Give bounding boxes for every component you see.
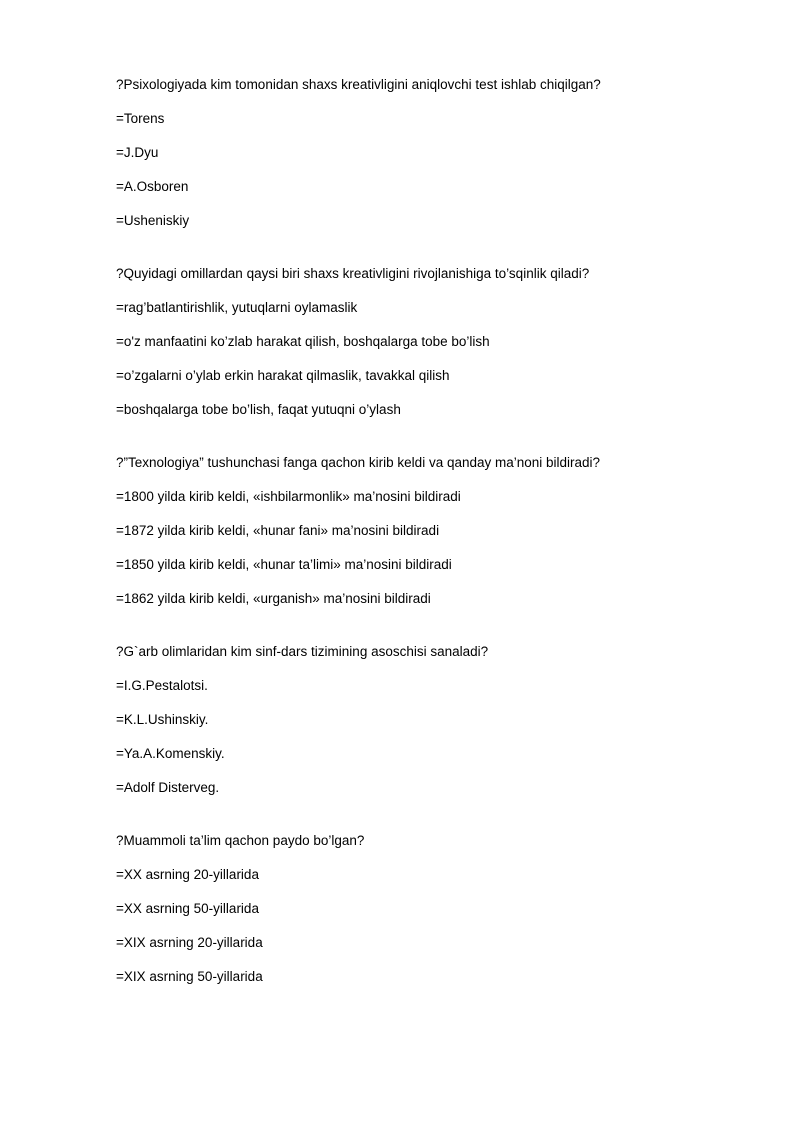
question-text: ?”Texnologiya” tushunchasi fanga qachon kirib keldi va qanday ma’noni bildiradi? [116,455,601,470]
question-text: ?G`arb olimlaridan kim sinf-dars tizimining asoschisi sanaladi? [116,644,489,659]
answer-option: =XIX asrning 20-yillarida [116,935,263,950]
question-block [116,454,736,608]
document-content [116,76,736,1021]
question-text: ?Muammoli ta’lim qachon paydo bo’lgan? [116,833,365,848]
answer-option: =boshqalarga tobe bo’lish, faqat yutuqni o’ylash [116,402,401,417]
answer-option: =o'z manfaatini ko’zlab harakat qilish, boshqalarga tobe bo’lish [116,334,490,349]
answer-option: =K.L.Ushinskiy. [116,712,209,727]
answer-option: =o’zgalarni o’ylab erkin harakat qilmaslik, tavakkal qilish [116,368,450,383]
answer-option: =Torens [116,111,165,126]
question-block [116,832,736,986]
answer-option: =1800 yilda kirib keldi, «ishbilarmonlik» ma’nosini bildiradi [116,489,461,504]
answer-option: =J.Dyu [116,145,159,160]
answer-option: =XIX asrning 50-yillarida [116,969,263,984]
question-block [116,643,736,797]
question-block [116,76,736,230]
question-text: ?Quyidagi omillardan qaysi biri shaxs kreativligini rivojlanishiga to’sqinlik qiladi? [116,266,590,281]
answer-option: =Usheniskiy [116,213,190,228]
answer-option: =Ya.A.Komenskiy. [116,746,225,761]
answer-option: =1862 yilda kirib keldi, «urganish» ma’nosini bildiradi [116,591,431,606]
answer-option: =A.Osboren [116,179,189,194]
answer-option: =1872 yilda kirib keldi, «hunar fani» ma’nosini bildiradi [116,523,440,538]
question-block [116,265,736,419]
question-text: ?Psixologiyada kim tomonidan shaxs kreativligini aniqlovchi test ishlab chiqilgan? [116,77,601,92]
answer-option: =XX asrning 50-yillarida [116,901,259,916]
answer-option: =Adolf Disterveg. [116,780,220,795]
answer-option: =1850 yilda kirib keldi, «hunar ta’limi» ma’nosini bildiradi [116,557,452,572]
answer-option: =I.G.Pestalotsi. [116,678,208,693]
answer-option: =rag’batlantirishlik, yutuqlarni oylamaslik [116,300,358,315]
answer-option: =XX asrning 20-yillarida [116,867,259,882]
